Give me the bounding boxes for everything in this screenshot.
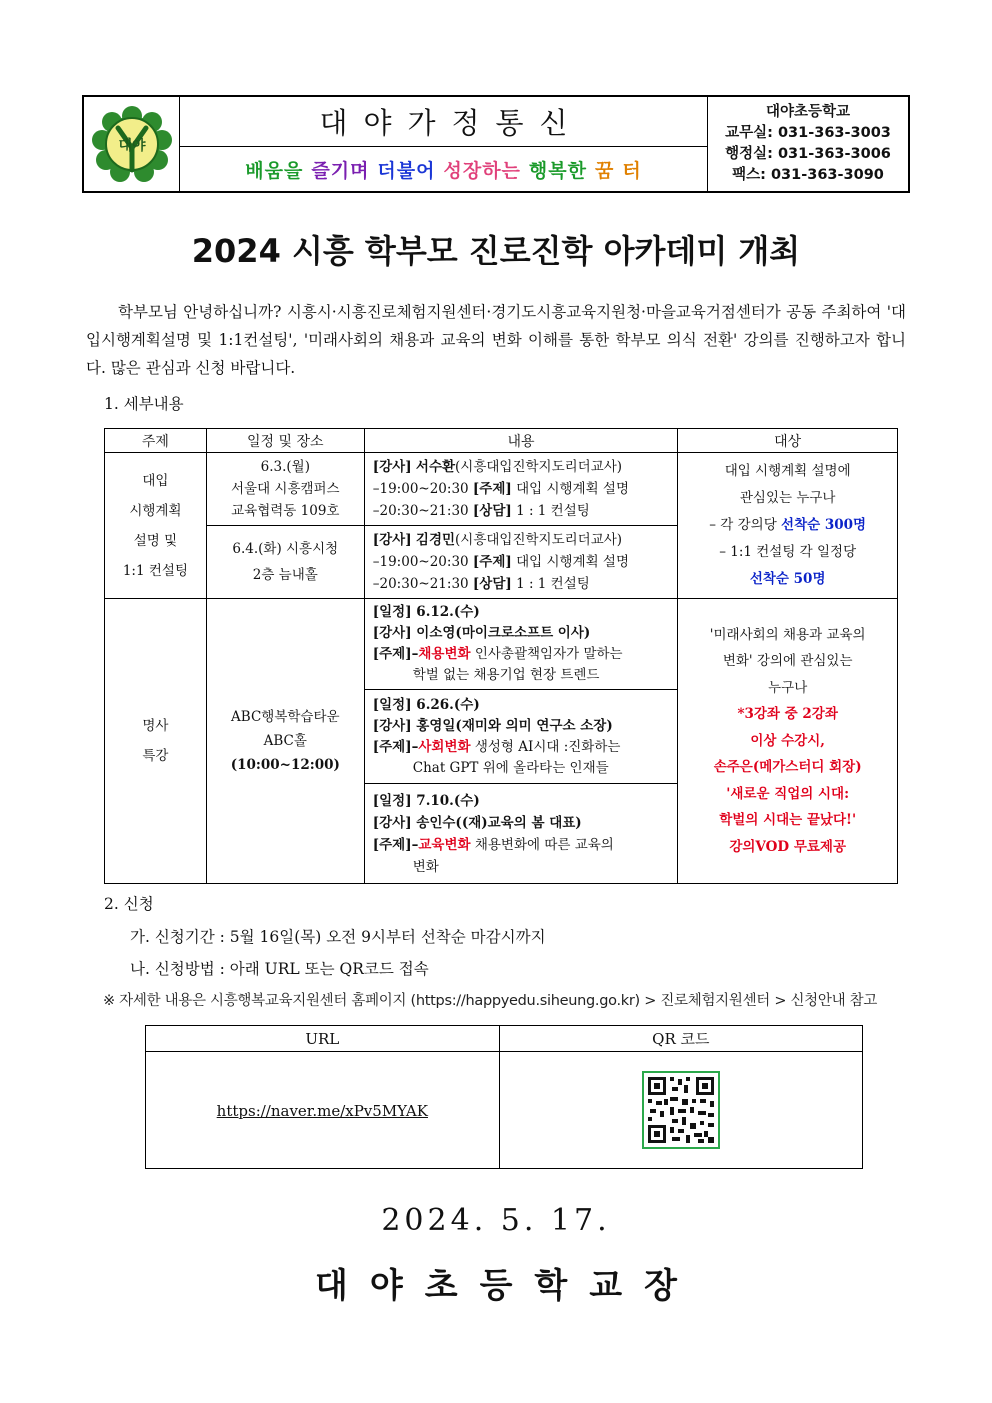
benefit-line: 손주은(메가스터디 회장): [713, 759, 862, 776]
motto-word: 꿈: [594, 159, 615, 182]
content-text: 변화: [412, 858, 439, 875]
topic-line: 특강: [142, 748, 169, 764]
lecture-cell: [364, 599, 678, 690]
schedule-line: 서울대 시흥캠퍼스: [230, 481, 340, 497]
url-qr-table: [145, 1025, 863, 1169]
label-tag: [주제]–: [372, 738, 419, 755]
target-line: 누구나: [768, 679, 808, 696]
target-line: 변화' 강의에 관심있는: [722, 653, 853, 670]
newsletter-title: 대야가정통신: [180, 97, 707, 147]
target-line: 대입 시행계획 설명에: [724, 463, 851, 479]
details-table: [104, 428, 898, 884]
school-logo: [90, 102, 174, 186]
schedule-line: (10:00~12:00): [230, 757, 340, 773]
lecture-date: [일정] 6.12.(수): [372, 604, 480, 620]
qr-code-icon[interactable]: [642, 1071, 720, 1149]
benefit-line: 이상 수강시,: [750, 732, 825, 749]
content-cell: [364, 453, 678, 526]
registration-link[interactable]: https://naver.me/xPv5MYAK: [216, 1101, 428, 1120]
motto-word: 더불어: [377, 159, 436, 182]
label-tag: [주제]: [472, 554, 512, 570]
schedule-cell: [206, 526, 364, 599]
speaker-role: (시흥대입진학지도리더교사): [455, 459, 623, 475]
label-tag: [강사]: [372, 532, 412, 548]
lecture-theme: [373, 737, 672, 758]
school-motto: [180, 147, 707, 191]
target-line: [678, 512, 897, 539]
theme-highlight: 교육변화: [418, 836, 471, 853]
schedule-line: ABC홀: [263, 733, 307, 749]
table-header-row: [105, 429, 898, 453]
target-line: '미래사회의 채용과 교육의: [709, 626, 866, 643]
time-range: –20:30~21:30: [372, 576, 469, 592]
content-cell: [364, 526, 678, 599]
capacity-highlight: 선착순 50명: [749, 571, 826, 587]
apply-period: 가. 신청기간 : 5월 16일(목) 오전 9시부터 선착순 마감시까지: [130, 928, 546, 946]
benefit-line: *3강좌 중 2강좌: [737, 706, 838, 723]
fax: 팩스: 031-363-3090: [732, 167, 884, 183]
table-row: [105, 599, 898, 690]
speaker-name: 김경민: [415, 532, 456, 548]
content-text: 대입 시행계획 설명: [516, 481, 629, 497]
schedule-cell: [206, 599, 364, 884]
col-header-topic: 주제: [105, 429, 207, 453]
content-text: 1 : 1 컨설팅: [516, 576, 590, 592]
topic-line: 시행계획: [129, 502, 182, 519]
content-text: Chat GPT 위에 올라타는 인재들: [412, 759, 609, 776]
target-line: – 1:1 컨설팅 각 일정당: [719, 544, 857, 560]
benefit-line: 학벌의 시대는 끝났다!': [719, 812, 857, 829]
motto-word: 성장하는: [443, 159, 521, 182]
target-text: – 각 강의당: [709, 517, 777, 533]
time-range: –19:00~20:30: [372, 554, 469, 570]
lecture-cell: [364, 784, 678, 884]
target-cell-admission: [678, 453, 898, 599]
benefit-line: 강의VOD 무료제공: [729, 838, 846, 855]
table-header-row: [146, 1026, 863, 1052]
school-contact: [708, 97, 908, 191]
topic-cell-admission: [105, 453, 207, 599]
qr-cell: [499, 1052, 862, 1169]
url-cell: [146, 1052, 500, 1169]
content-text: 학벌 없는 채용기업 현장 트렌드: [412, 667, 600, 683]
phone-teachers: 교무실: 031-363-3003: [725, 125, 891, 141]
schedule-line: 6.4.(화) 시흥시청: [232, 541, 339, 557]
lecture-speaker: [강사] 송인수((재)교육의 봄 대표): [372, 814, 582, 831]
theme-highlight: 채용변화: [418, 646, 471, 662]
section-apply-heading: 2. 신청: [104, 895, 154, 913]
schedule-line: 교육협력동 109호: [231, 503, 340, 519]
intro-paragraph: 학부모님 안녕하십니까? 시흥시·시흥진로체험지원센터·경기도시흥교육지원청·마을교육거점센터가 공동 주최하여 '대입시행계획설명 및 1:1컨설팅', '미래사회의 채용과 교육의 변화 이해를 통한 학부모 의식 전환' 강의를 진행하고자 합니다. 많은 관심과 신청 바랍니다.: [86, 303, 906, 377]
motto-word: 배움을: [245, 159, 304, 182]
capacity-highlight: 선착순 300명: [781, 517, 867, 533]
target-cell-lecture: [678, 599, 898, 884]
lecture-theme: [373, 834, 672, 856]
label-tag: [상담]: [472, 576, 512, 592]
lecture-date: [일정] 7.10.(수): [372, 792, 480, 809]
speaker-name: 서수환: [415, 459, 456, 475]
table-row: [146, 1052, 863, 1169]
topic-line: 명사: [142, 718, 169, 734]
school-logo-cell: [84, 97, 180, 191]
newsletter-header: [82, 95, 910, 193]
label-tag: [주제]–: [372, 836, 419, 853]
lecture-theme: [373, 644, 672, 665]
label-tag: [주제]: [472, 481, 512, 497]
content-text: 인사총괄책임자가 말하는: [474, 646, 623, 662]
speaker-role: (시흥대입진학지도리더교사): [455, 532, 623, 548]
label-tag: [주제]–: [372, 646, 419, 662]
title-cell: [180, 97, 708, 191]
issue-date: 2024. 5. 17.: [381, 1203, 611, 1238]
col-header-schedule: 일정 및 장소: [206, 429, 364, 453]
content-line: [373, 551, 672, 573]
schedule-line: ABC행복학습타운: [231, 709, 340, 725]
schedule-line: 2층 늠내홀: [252, 567, 318, 583]
section-details-heading: 1. 세부내용: [104, 395, 184, 413]
motto-word: 행복한: [528, 159, 587, 182]
col-header-target: 대상: [678, 429, 898, 453]
topic-cell-lecture: [105, 599, 207, 884]
lecture-speaker: [강사] 홍영일(재미와 의미 연구소 소장): [372, 717, 613, 734]
target-line: 관심있는 누구나: [739, 490, 836, 506]
notice-text: ※ 자세한 내용은 시흥행복교육지원센터 홈페이지 (https://happyedu.siheung.go.kr) > 진로체험지원센터 > 신청안내 참고: [103, 993, 878, 1009]
content-line: [373, 456, 672, 478]
motto-word: 즐기며: [311, 159, 370, 182]
content-line: [373, 573, 672, 595]
col-header-content: 내용: [364, 429, 678, 453]
content-text: 대입 시행계획 설명: [516, 554, 629, 570]
theme-highlight: 사회변화: [418, 738, 471, 755]
time-range: –19:00~20:30: [372, 481, 469, 497]
page-title: 2024 시흥 학부모 진로진학 아카데미 개최: [191, 232, 801, 270]
lecture-date: [일정] 6.26.(수): [372, 696, 480, 713]
content-line: [373, 529, 672, 551]
topic-line: 설명 및: [133, 532, 178, 549]
col-header-url: URL: [146, 1026, 500, 1052]
topic-line: 대입: [142, 472, 169, 489]
col-header-qr: QR 코드: [499, 1026, 862, 1052]
phone-admin: 행정실: 031-363-3006: [725, 146, 891, 162]
label-tag: [상담]: [472, 503, 512, 519]
schedule-line: 6.3.(월): [260, 459, 310, 475]
apply-method: 나. 신청방법 : 아래 URL 또는 QR코드 접속: [130, 960, 429, 978]
time-range: –20:30~21:30: [372, 503, 469, 519]
lecture-cell: [364, 690, 678, 784]
content-text: 1 : 1 컨설팅: [516, 503, 590, 519]
principal-signature: 대야초등학교장: [315, 1266, 699, 1306]
content-line: [373, 500, 672, 522]
table-row: [105, 453, 898, 526]
lecture-speaker: [강사] 이소영(마이크로소프트 이사): [372, 625, 591, 641]
school-name: 대야초등학교: [765, 104, 851, 120]
label-tag: [강사]: [372, 459, 412, 475]
content-text: 생성형 AI시대 :진화하는: [474, 738, 621, 755]
benefit-line: '새로운 직업의 시대:: [726, 785, 850, 802]
motto-word: 터: [622, 159, 642, 182]
content-text: 채용변화에 따른 교육의: [474, 836, 614, 853]
svg-text:대야: 대야: [117, 138, 146, 154]
topic-line: 1:1 컨설팅: [122, 562, 188, 579]
content-line: [373, 478, 672, 500]
schedule-cell: [206, 453, 364, 526]
